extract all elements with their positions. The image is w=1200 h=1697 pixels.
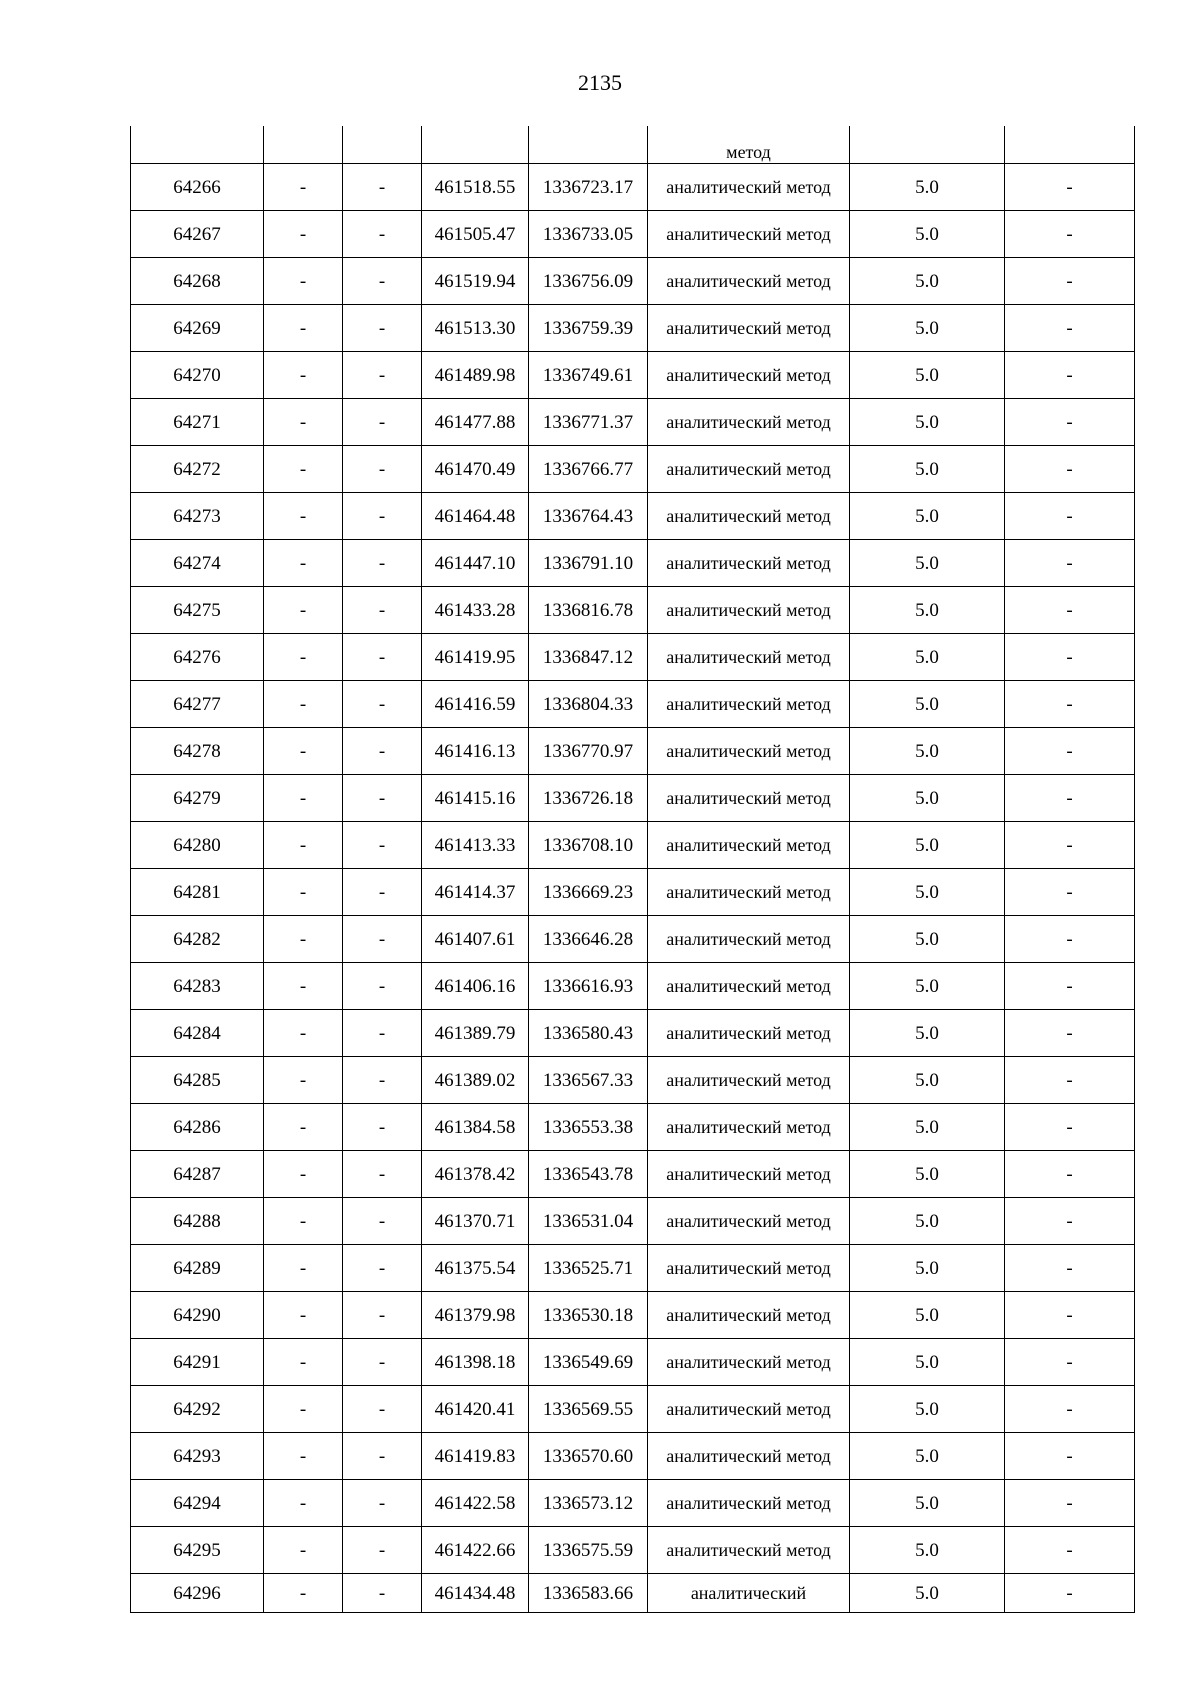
x-coordinate-cell: 461470.49 — [422, 446, 529, 493]
dash-cell: - — [343, 1480, 422, 1527]
point-number-cell: 64272 — [131, 446, 264, 493]
dash-cell: - — [343, 540, 422, 587]
dash-cell: - — [1005, 1574, 1135, 1613]
y-coordinate-cell: 1336771.37 — [529, 399, 648, 446]
dash-cell: - — [1005, 399, 1135, 446]
point-number-cell: 64295 — [131, 1527, 264, 1574]
point-number-cell: 64282 — [131, 916, 264, 963]
table-row — [131, 916, 1135, 963]
point-number-cell: 64279 — [131, 775, 264, 822]
table-row — [131, 822, 1135, 869]
x-coordinate-cell: 461416.59 — [422, 681, 529, 728]
dash-cell: - — [264, 1151, 343, 1198]
accuracy-cell: 5.0 — [850, 211, 1005, 258]
dash-cell: - — [1005, 869, 1135, 916]
dash-cell: - — [264, 352, 343, 399]
dash-cell: - — [264, 211, 343, 258]
accuracy-cell: 5.0 — [850, 305, 1005, 352]
table-row — [131, 540, 1135, 587]
dash-cell: - — [1005, 164, 1135, 211]
dash-cell: - — [343, 1104, 422, 1151]
y-coordinate-cell: 1336567.33 — [529, 1057, 648, 1104]
x-coordinate-cell: 461505.47 — [422, 211, 529, 258]
method-cell: аналитический метод — [648, 1010, 850, 1057]
method-cell: аналитический метод — [648, 728, 850, 775]
point-number-cell: 64294 — [131, 1480, 264, 1527]
method-cell: аналитический метод — [648, 634, 850, 681]
dash-cell: - — [264, 1433, 343, 1480]
x-coordinate-cell: 461447.10 — [422, 540, 529, 587]
point-number-cell: 64287 — [131, 1151, 264, 1198]
method-cell: аналитический метод — [648, 1527, 850, 1574]
dash-cell: - — [264, 1386, 343, 1433]
dash-cell: - — [264, 305, 343, 352]
x-coordinate-cell: 461389.02 — [422, 1057, 529, 1104]
table-cell — [1005, 126, 1135, 164]
dash-cell: - — [1005, 775, 1135, 822]
dash-cell: - — [264, 1574, 343, 1613]
x-coordinate-cell: 461419.83 — [422, 1433, 529, 1480]
x-coordinate-cell: 461464.48 — [422, 493, 529, 540]
method-cell: аналитический метод — [648, 258, 850, 305]
dash-cell: - — [264, 1245, 343, 1292]
dash-cell: - — [1005, 681, 1135, 728]
dash-cell: - — [1005, 1433, 1135, 1480]
dash-cell: - — [1005, 1010, 1135, 1057]
x-coordinate-cell: 461370.71 — [422, 1198, 529, 1245]
method-cell: аналитический метод — [648, 869, 850, 916]
dash-cell: - — [343, 775, 422, 822]
point-number-cell: 64296 — [131, 1574, 264, 1613]
dash-cell: - — [1005, 1386, 1135, 1433]
point-number-cell: 64281 — [131, 869, 264, 916]
dash-cell: - — [343, 728, 422, 775]
method-cell: аналитический метод — [648, 1198, 850, 1245]
accuracy-cell: 5.0 — [850, 963, 1005, 1010]
x-coordinate-cell: 461407.61 — [422, 916, 529, 963]
x-coordinate-cell: 461415.16 — [422, 775, 529, 822]
method-cell: аналитический метод — [648, 1292, 850, 1339]
dash-cell: - — [264, 1292, 343, 1339]
y-coordinate-cell: 1336553.38 — [529, 1104, 648, 1151]
method-cell: аналитический метод — [648, 1245, 850, 1292]
point-number-cell: 64285 — [131, 1057, 264, 1104]
dash-cell: - — [264, 540, 343, 587]
table-row — [131, 352, 1135, 399]
dash-cell: - — [343, 446, 422, 493]
method-cell: аналитический метод — [648, 446, 850, 493]
y-coordinate-cell: 1336733.05 — [529, 211, 648, 258]
method-cell: аналитический метод — [648, 587, 850, 634]
table-cell — [850, 126, 1005, 164]
dash-cell: - — [343, 681, 422, 728]
accuracy-cell: 5.0 — [850, 1057, 1005, 1104]
dash-cell: - — [1005, 493, 1135, 540]
dash-cell: - — [343, 869, 422, 916]
method-cell: аналитический метод — [648, 822, 850, 869]
dash-cell: - — [264, 1198, 343, 1245]
accuracy-cell: 5.0 — [850, 1480, 1005, 1527]
y-coordinate-cell: 1336791.10 — [529, 540, 648, 587]
dash-cell: - — [264, 446, 343, 493]
dash-cell: - — [264, 1104, 343, 1151]
method-cell: аналитический — [648, 1574, 850, 1613]
point-number-cell: 64268 — [131, 258, 264, 305]
table-row — [131, 1339, 1135, 1386]
dash-cell: - — [343, 399, 422, 446]
dash-cell: - — [264, 634, 343, 681]
x-coordinate-cell: 461389.79 — [422, 1010, 529, 1057]
accuracy-cell: 5.0 — [850, 1104, 1005, 1151]
point-number-cell: 64290 — [131, 1292, 264, 1339]
accuracy-cell: 5.0 — [850, 869, 1005, 916]
y-coordinate-cell: 1336726.18 — [529, 775, 648, 822]
y-coordinate-cell: 1336669.23 — [529, 869, 648, 916]
method-cell: аналитический метод — [648, 164, 850, 211]
dash-cell: - — [343, 963, 422, 1010]
point-number-cell: 64271 — [131, 399, 264, 446]
x-coordinate-cell: 461378.42 — [422, 1151, 529, 1198]
table-row — [131, 305, 1135, 352]
point-number-cell: 64276 — [131, 634, 264, 681]
dash-cell: - — [264, 1010, 343, 1057]
x-coordinate-cell: 461419.95 — [422, 634, 529, 681]
dash-cell: - — [264, 728, 343, 775]
table-row — [131, 1386, 1135, 1433]
table-row — [131, 728, 1135, 775]
y-coordinate-cell: 1336575.59 — [529, 1527, 648, 1574]
dash-cell: - — [343, 1339, 422, 1386]
table-row — [131, 1104, 1135, 1151]
x-coordinate-cell: 461398.18 — [422, 1339, 529, 1386]
accuracy-cell: 5.0 — [850, 493, 1005, 540]
y-coordinate-cell: 1336816.78 — [529, 587, 648, 634]
method-cell: аналитический метод — [648, 1480, 850, 1527]
method-cell: аналитический метод — [648, 1386, 850, 1433]
table-cell — [343, 126, 422, 164]
table-row — [131, 1433, 1135, 1480]
x-coordinate-cell: 461420.41 — [422, 1386, 529, 1433]
method-cell: аналитический метод — [648, 1339, 850, 1386]
table-cell — [264, 126, 343, 164]
coordinates-table — [130, 126, 1135, 1613]
table-row — [131, 587, 1135, 634]
table-row — [131, 1245, 1135, 1292]
table-row — [131, 164, 1135, 211]
accuracy-cell: 5.0 — [850, 1386, 1005, 1433]
accuracy-cell: 5.0 — [850, 1433, 1005, 1480]
dash-cell: - — [343, 1292, 422, 1339]
accuracy-cell: 5.0 — [850, 728, 1005, 775]
point-number-cell: 64283 — [131, 963, 264, 1010]
y-coordinate-cell: 1336646.28 — [529, 916, 648, 963]
x-coordinate-cell: 461518.55 — [422, 164, 529, 211]
dash-cell: - — [343, 352, 422, 399]
accuracy-cell: 5.0 — [850, 1339, 1005, 1386]
x-coordinate-cell: 461413.33 — [422, 822, 529, 869]
table-row — [131, 1010, 1135, 1057]
y-coordinate-cell: 1336525.71 — [529, 1245, 648, 1292]
point-number-cell: 64284 — [131, 1010, 264, 1057]
dash-cell: - — [343, 305, 422, 352]
dash-cell: - — [1005, 305, 1135, 352]
x-coordinate-cell: 461489.98 — [422, 352, 529, 399]
table-row — [131, 211, 1135, 258]
continuation-row — [131, 126, 1135, 164]
table-cell — [529, 126, 648, 164]
method-cell: аналитический метод — [648, 1151, 850, 1198]
dash-cell: - — [264, 399, 343, 446]
dash-cell: - — [343, 1527, 422, 1574]
x-coordinate-cell: 461416.13 — [422, 728, 529, 775]
y-coordinate-cell: 1336573.12 — [529, 1480, 648, 1527]
accuracy-cell: 5.0 — [850, 1151, 1005, 1198]
method-cell: аналитический метод — [648, 493, 850, 540]
y-coordinate-cell: 1336766.77 — [529, 446, 648, 493]
accuracy-cell: 5.0 — [850, 1574, 1005, 1613]
table-row — [131, 1198, 1135, 1245]
table-row — [131, 399, 1135, 446]
accuracy-cell: 5.0 — [850, 1527, 1005, 1574]
dash-cell: - — [343, 1198, 422, 1245]
dash-cell: - — [1005, 540, 1135, 587]
table-row — [131, 1480, 1135, 1527]
dash-cell: - — [1005, 1245, 1135, 1292]
method-cell: аналитический метод — [648, 540, 850, 587]
dash-cell: - — [264, 1339, 343, 1386]
table-row — [131, 869, 1135, 916]
point-number-cell: 64280 — [131, 822, 264, 869]
dash-cell: - — [343, 1245, 422, 1292]
y-coordinate-cell: 1336569.55 — [529, 1386, 648, 1433]
method-cell: аналитический метод — [648, 1057, 850, 1104]
table-row — [131, 446, 1135, 493]
table-row — [131, 963, 1135, 1010]
dash-cell: - — [343, 916, 422, 963]
point-number-cell: 64275 — [131, 587, 264, 634]
dash-cell: - — [343, 1574, 422, 1613]
y-coordinate-cell: 1336583.66 — [529, 1574, 648, 1613]
dash-cell: - — [1005, 352, 1135, 399]
dash-cell: - — [264, 681, 343, 728]
dash-cell: - — [264, 1480, 343, 1527]
accuracy-cell: 5.0 — [850, 916, 1005, 963]
y-coordinate-cell: 1336847.12 — [529, 634, 648, 681]
dash-cell: - — [264, 164, 343, 211]
dash-cell: - — [1005, 916, 1135, 963]
y-coordinate-cell: 1336530.18 — [529, 1292, 648, 1339]
point-number-cell: 64286 — [131, 1104, 264, 1151]
table-row — [131, 1527, 1135, 1574]
table-row — [131, 1574, 1135, 1613]
table-cell — [131, 126, 264, 164]
dash-cell: - — [264, 916, 343, 963]
point-number-cell: 64288 — [131, 1198, 264, 1245]
dash-cell: - — [1005, 446, 1135, 493]
accuracy-cell: 5.0 — [850, 164, 1005, 211]
point-number-cell: 64278 — [131, 728, 264, 775]
y-coordinate-cell: 1336570.60 — [529, 1433, 648, 1480]
accuracy-cell: 5.0 — [850, 352, 1005, 399]
dash-cell: - — [1005, 1057, 1135, 1104]
table-row — [131, 493, 1135, 540]
dash-cell: - — [264, 775, 343, 822]
table-row — [131, 1151, 1135, 1198]
accuracy-cell: 5.0 — [850, 258, 1005, 305]
dash-cell: - — [343, 1433, 422, 1480]
accuracy-cell: 5.0 — [850, 634, 1005, 681]
accuracy-cell: 5.0 — [850, 1245, 1005, 1292]
x-coordinate-cell: 461519.94 — [422, 258, 529, 305]
y-coordinate-cell: 1336749.61 — [529, 352, 648, 399]
page-number: 2135 — [578, 70, 622, 95]
dash-cell: - — [1005, 1104, 1135, 1151]
accuracy-cell: 5.0 — [850, 1010, 1005, 1057]
accuracy-cell: 5.0 — [850, 1292, 1005, 1339]
dash-cell: - — [1005, 1198, 1135, 1245]
point-number-cell: 64274 — [131, 540, 264, 587]
accuracy-cell: 5.0 — [850, 587, 1005, 634]
y-coordinate-cell: 1336708.10 — [529, 822, 648, 869]
point-number-cell: 64269 — [131, 305, 264, 352]
method-cell: аналитический метод — [648, 1433, 850, 1480]
dash-cell: - — [264, 963, 343, 1010]
dash-cell: - — [264, 258, 343, 305]
accuracy-cell: 5.0 — [850, 1198, 1005, 1245]
dash-cell: - — [343, 1057, 422, 1104]
accuracy-cell: 5.0 — [850, 822, 1005, 869]
dash-cell: - — [343, 211, 422, 258]
method-cell: метод — [648, 126, 850, 164]
x-coordinate-cell: 461433.28 — [422, 587, 529, 634]
dash-cell: - — [343, 493, 422, 540]
dash-cell: - — [343, 164, 422, 211]
dash-cell: - — [1005, 1151, 1135, 1198]
dash-cell: - — [1005, 728, 1135, 775]
table-row — [131, 1292, 1135, 1339]
table-row — [131, 775, 1135, 822]
method-cell: аналитический метод — [648, 963, 850, 1010]
dash-cell: - — [1005, 587, 1135, 634]
x-coordinate-cell: 461477.88 — [422, 399, 529, 446]
method-cell: аналитический метод — [648, 916, 850, 963]
point-number-cell: 64289 — [131, 1245, 264, 1292]
y-coordinate-cell: 1336804.33 — [529, 681, 648, 728]
dash-cell: - — [264, 1057, 343, 1104]
dash-cell: - — [1005, 1339, 1135, 1386]
method-cell: аналитический метод — [648, 211, 850, 258]
y-coordinate-cell: 1336531.04 — [529, 1198, 648, 1245]
x-coordinate-cell: 461414.37 — [422, 869, 529, 916]
dash-cell: - — [343, 822, 422, 869]
y-coordinate-cell: 1336764.43 — [529, 493, 648, 540]
method-cell: аналитический метод — [648, 399, 850, 446]
x-coordinate-cell: 461422.58 — [422, 1480, 529, 1527]
x-coordinate-cell: 461375.54 — [422, 1245, 529, 1292]
dash-cell: - — [264, 869, 343, 916]
x-coordinate-cell: 461513.30 — [422, 305, 529, 352]
dash-cell: - — [264, 822, 343, 869]
x-coordinate-cell: 461422.66 — [422, 1527, 529, 1574]
y-coordinate-cell: 1336616.93 — [529, 963, 648, 1010]
point-number-cell: 64292 — [131, 1386, 264, 1433]
x-coordinate-cell: 461434.48 — [422, 1574, 529, 1613]
accuracy-cell: 5.0 — [850, 446, 1005, 493]
y-coordinate-cell: 1336580.43 — [529, 1010, 648, 1057]
dash-cell: - — [1005, 634, 1135, 681]
point-number-cell: 64277 — [131, 681, 264, 728]
method-cell: аналитический метод — [648, 681, 850, 728]
dash-cell: - — [343, 1151, 422, 1198]
y-coordinate-cell: 1336543.78 — [529, 1151, 648, 1198]
dash-cell: - — [1005, 1292, 1135, 1339]
table-row — [131, 1057, 1135, 1104]
dash-cell: - — [1005, 1480, 1135, 1527]
dash-cell: - — [343, 258, 422, 305]
accuracy-cell: 5.0 — [850, 681, 1005, 728]
table-row — [131, 681, 1135, 728]
method-cell: аналитический метод — [648, 352, 850, 399]
table-cell — [422, 126, 529, 164]
method-cell: аналитический метод — [648, 305, 850, 352]
dash-cell: - — [343, 1386, 422, 1433]
table-row — [131, 634, 1135, 681]
dash-cell: - — [264, 1527, 343, 1574]
dash-cell: - — [1005, 822, 1135, 869]
x-coordinate-cell: 461406.16 — [422, 963, 529, 1010]
method-cell: аналитический метод — [648, 775, 850, 822]
dash-cell: - — [1005, 1527, 1135, 1574]
x-coordinate-cell: 461384.58 — [422, 1104, 529, 1151]
table-row — [131, 258, 1135, 305]
dash-cell: - — [1005, 258, 1135, 305]
point-number-cell: 64291 — [131, 1339, 264, 1386]
dash-cell: - — [1005, 963, 1135, 1010]
accuracy-cell: 5.0 — [850, 540, 1005, 587]
point-number-cell: 64270 — [131, 352, 264, 399]
y-coordinate-cell: 1336549.69 — [529, 1339, 648, 1386]
y-coordinate-cell: 1336723.17 — [529, 164, 648, 211]
point-number-cell: 64273 — [131, 493, 264, 540]
y-coordinate-cell: 1336756.09 — [529, 258, 648, 305]
accuracy-cell: 5.0 — [850, 775, 1005, 822]
point-number-cell: 64267 — [131, 211, 264, 258]
x-coordinate-cell: 461379.98 — [422, 1292, 529, 1339]
point-number-cell: 64266 — [131, 164, 264, 211]
dash-cell: - — [264, 493, 343, 540]
point-number-cell: 64293 — [131, 1433, 264, 1480]
dash-cell: - — [343, 634, 422, 681]
y-coordinate-cell: 1336770.97 — [529, 728, 648, 775]
accuracy-cell: 5.0 — [850, 399, 1005, 446]
dash-cell: - — [1005, 211, 1135, 258]
dash-cell: - — [264, 587, 343, 634]
method-cell: аналитический метод — [648, 1104, 850, 1151]
dash-cell: - — [343, 587, 422, 634]
y-coordinate-cell: 1336759.39 — [529, 305, 648, 352]
dash-cell: - — [343, 1010, 422, 1057]
